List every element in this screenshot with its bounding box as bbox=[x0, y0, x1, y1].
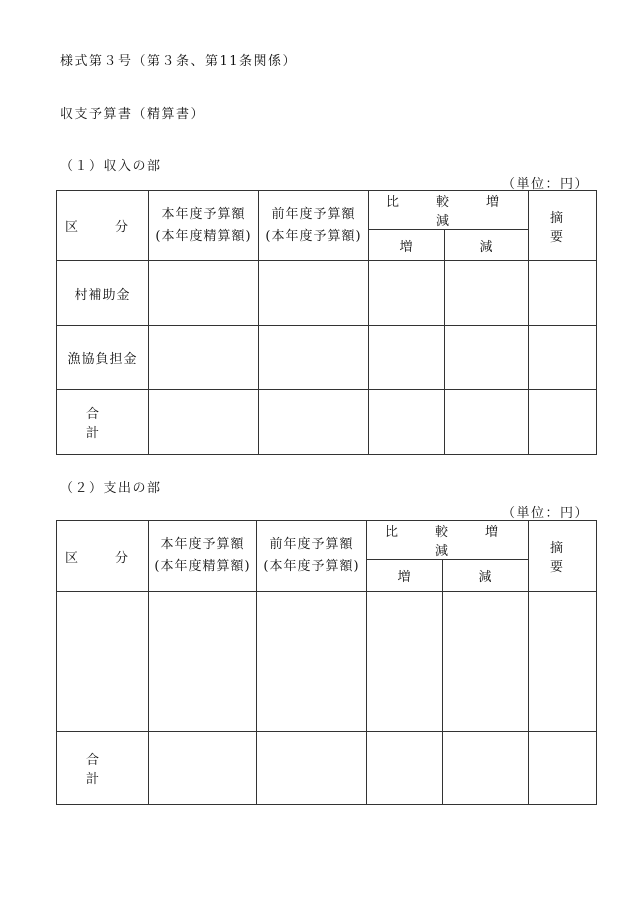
header-compare: 比 較 増 減 bbox=[369, 191, 529, 230]
cell-empty bbox=[149, 390, 259, 455]
header-previous-budget: 前年度予算額 (本年度予算額) bbox=[257, 521, 367, 592]
cell-empty bbox=[445, 261, 529, 326]
form-number: 様式第３号（第３条、第11条関係） bbox=[60, 54, 298, 69]
cell-empty bbox=[149, 592, 257, 732]
cell-empty bbox=[529, 326, 597, 390]
cell-empty bbox=[57, 592, 149, 732]
header-decrease: 減 bbox=[443, 560, 529, 592]
expense-table bbox=[56, 520, 601, 805]
header-remarks: 摘 要 bbox=[529, 191, 597, 261]
cell-empty bbox=[149, 732, 257, 805]
header-category: 区 分 bbox=[57, 521, 149, 592]
expense-heading: （２）支出の部 bbox=[60, 481, 162, 496]
cell-empty bbox=[445, 326, 529, 390]
row-label-village-subsidy: 村補助金 bbox=[57, 261, 149, 326]
cell-empty bbox=[257, 592, 367, 732]
cell-empty bbox=[259, 326, 369, 390]
header-previous-budget: 前年度予算額 (本年度予算額) bbox=[259, 191, 369, 261]
income-unit: （単位：円） bbox=[502, 177, 590, 192]
header-current-budget: 本年度予算額 (本年度精算額) bbox=[149, 191, 259, 261]
cell-empty bbox=[369, 390, 445, 455]
cell-empty bbox=[443, 732, 529, 805]
income-table bbox=[56, 190, 601, 455]
cell-empty bbox=[529, 592, 597, 732]
cell-empty bbox=[367, 732, 443, 805]
cell-empty bbox=[149, 326, 259, 390]
header-compare: 比 較 増 減 bbox=[367, 521, 529, 560]
header-decrease: 減 bbox=[445, 230, 529, 261]
cell-empty bbox=[443, 592, 529, 732]
cell-empty bbox=[367, 592, 443, 732]
cell-empty bbox=[259, 390, 369, 455]
header-current-budget: 本年度予算額 (本年度精算額) bbox=[149, 521, 257, 592]
header-remarks: 摘 要 bbox=[529, 521, 597, 592]
row-label-total: 合 計 bbox=[57, 390, 149, 455]
header-category: 区 分 bbox=[57, 191, 149, 261]
row-label-total: 合 計 bbox=[57, 732, 149, 805]
income-heading: （１）収入の部 bbox=[60, 159, 162, 174]
cell-empty bbox=[257, 732, 367, 805]
header-increase: 増 bbox=[369, 230, 445, 261]
cell-empty bbox=[529, 732, 597, 805]
cell-empty bbox=[529, 261, 597, 326]
expense-unit: （単位：円） bbox=[502, 506, 590, 521]
cell-empty bbox=[445, 390, 529, 455]
cell-empty bbox=[529, 390, 597, 455]
cell-empty bbox=[369, 261, 445, 326]
cell-empty bbox=[149, 261, 259, 326]
document-title: 収支予算書（精算書） bbox=[60, 107, 206, 122]
header-increase: 増 bbox=[367, 560, 443, 592]
cell-empty bbox=[259, 261, 369, 326]
cell-empty bbox=[369, 326, 445, 390]
row-label-fishery-coop: 漁協負担金 bbox=[57, 326, 149, 390]
